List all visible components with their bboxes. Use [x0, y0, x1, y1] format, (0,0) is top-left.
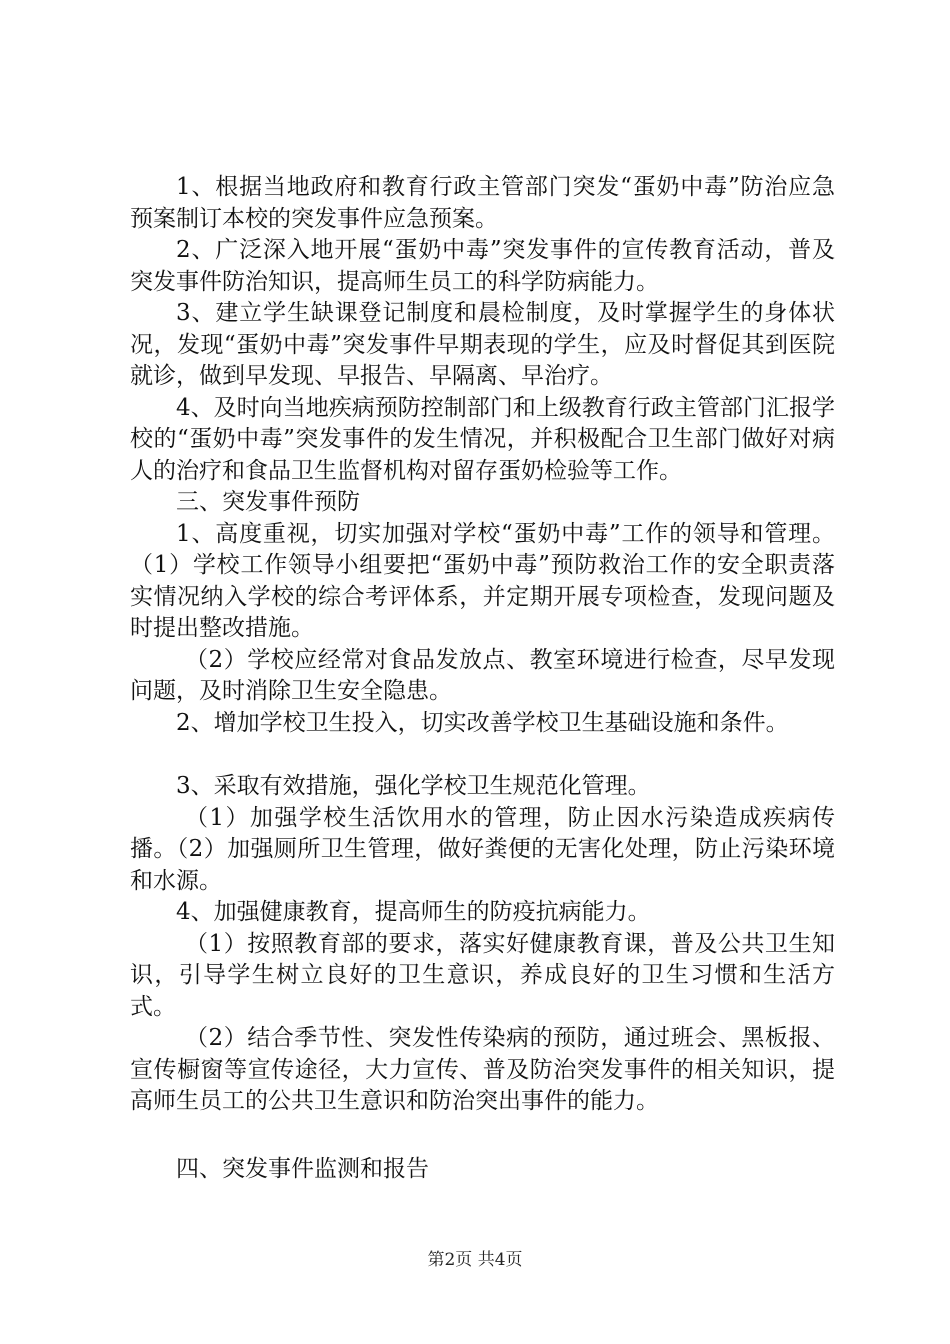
- paragraph-prevention-4: 4、加强健康教育，提高师生的防疫抗病能力。: [176, 899, 651, 925]
- paragraph-prevention-3: 3、采取有效措施，强化学校卫生规范化管理。: [176, 773, 651, 799]
- paragraph-item-3: 3、建立学生缺课登记制度和晨检制度，及时掌握学生的身体状况，发现“蛋奶中毒”突发事件早期表现的学生，应及时督促其到医院就诊，做到早发现、早报告、早隔离、早治疗。: [130, 300, 835, 389]
- paragraph-prevention-1: 1、高度重视，切实加强对学校“蛋奶中毒”工作的领导和管理。（1）学校工作领导小组要把“蛋奶中毒”预防救治工作的安全职责落实情况纳入学校的综合考评体系，并定期开展专项检查，发现问题及时提出整改措施。: [130, 520, 835, 641]
- paragraph-item-2: 2、广泛深入地开展“蛋奶中毒”突发事件的宣传教育活动，普及突发事件防治知识，提高师生员工的科学防病能力。: [130, 237, 835, 295]
- document-body: [130, 172, 835, 1185]
- paragraph-prevention-3-sub: （1）加强学校生活饮用水的管理，防止因水污染造成疾病传播。（2）加强厕所卫生管理，做好粪便的无害化处理，防止污染环境和水源。: [130, 804, 835, 894]
- page-footer: 第2页 共4页: [427, 1250, 523, 1270]
- section-heading-monitoring: 四、突发事件监测和报告: [176, 1155, 429, 1182]
- paragraph-item-4: 4、及时向当地疾病预防控制部门和上级教育行政主管部门汇报学校的“蛋奶中毒”突发事件的发生情况，并积极配合卫生部门做好对病人的治疗和食品卫生监督机构对留存蛋奶检验等工作。: [130, 394, 835, 484]
- paragraph-prevention-4-sub-2: （2）结合季节性、突发性传染病的预防，通过班会、黑板报、宣传橱窗等宣传途径，大力宣传、普及防治突发事件的相关知识，提高师生员工的公共卫生意识和防治突出事件的能力。: [130, 1025, 835, 1114]
- paragraph-prevention-4-sub-1: （1）按照教育部的要求，落实好健康教育课，普及公共卫生知识，引导学生树立良好的卫生意识，养成良好的卫生习惯和生活方式。: [130, 930, 835, 1020]
- section-heading-prevention: 三、突发事件预防: [176, 489, 360, 515]
- paragraph-prevention-1-sub-2: （2）学校应经常对食品发放点、教室环境进行检查，尽早发现问题，及时消除卫生安全隐患。: [130, 646, 835, 704]
- paragraph-prevention-2: 2、增加学校卫生投入，切实改善学校卫生基础设施和条件。: [176, 709, 789, 736]
- paragraph-item-1: 1、根据当地政府和教育行政主管部门突发“蛋奶中毒”防治应急预案制订本校的突发事件应急预案。: [130, 174, 835, 232]
